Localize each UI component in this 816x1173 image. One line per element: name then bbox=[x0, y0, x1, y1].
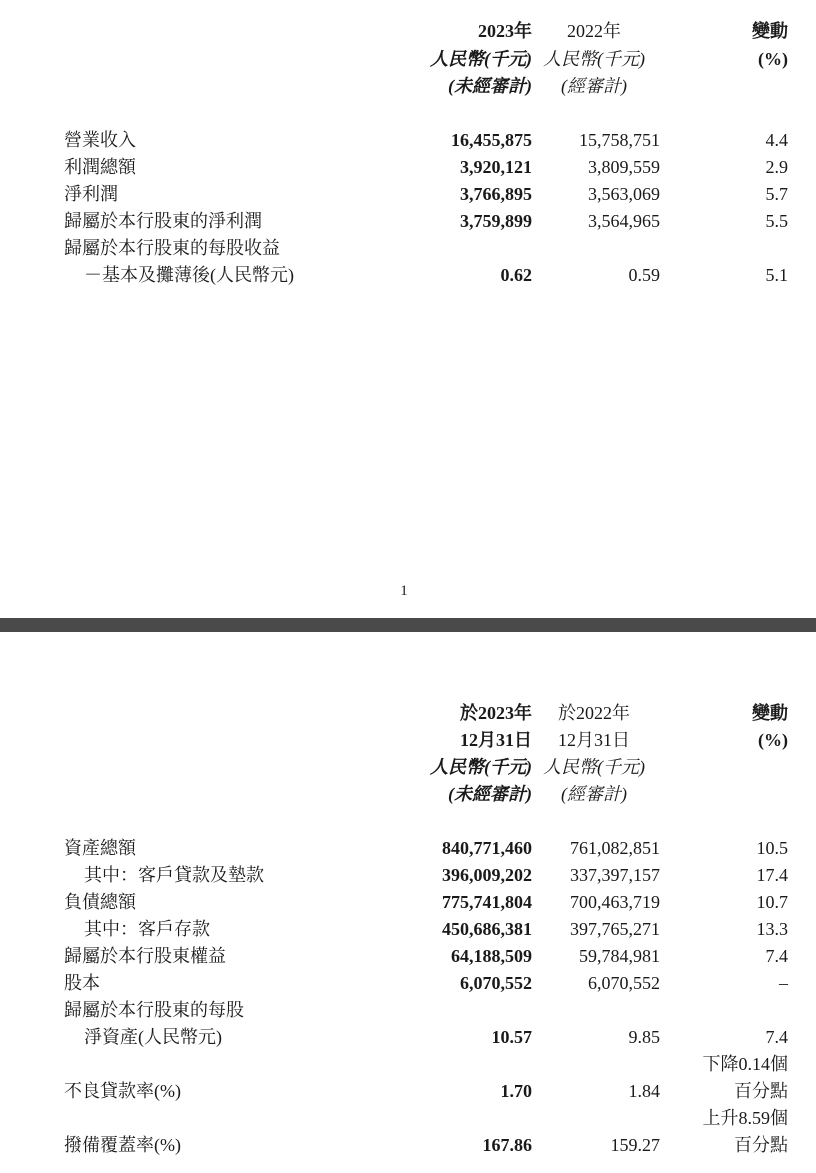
value-change-line2: 百分點 bbox=[734, 1135, 788, 1155]
value-2023: 3,759,899 bbox=[460, 211, 532, 231]
value-2022: 397,765,271 bbox=[570, 919, 660, 939]
row-label: 歸屬於本行股東的每股 bbox=[64, 1000, 244, 1020]
header-change-unit: (%) bbox=[758, 49, 788, 69]
value-2023: 6,070,552 bbox=[460, 973, 532, 993]
header-2023-year: 2023年 bbox=[478, 21, 532, 41]
header-change: 變動 bbox=[752, 21, 788, 41]
header-2023-date-year: 於2023年 bbox=[460, 703, 532, 723]
value-2023: 840,771,460 bbox=[442, 838, 532, 858]
value-2023: 450,686,381 bbox=[442, 919, 532, 939]
value-change-line1: 上升8.59個 bbox=[702, 1108, 788, 1128]
row-label: 淨資產(人民幣元) bbox=[84, 1027, 222, 1047]
value-2022: 59,784,981 bbox=[579, 946, 660, 966]
value-2023: 396,009,202 bbox=[442, 865, 532, 885]
row-label: 資產總額 bbox=[64, 838, 136, 858]
value-2022: 3,809,559 bbox=[588, 157, 660, 177]
row-label: 歸屬於本行股東的每股收益 bbox=[64, 238, 280, 258]
value-2022: 6,070,552 bbox=[588, 973, 660, 993]
page-number: 1 bbox=[400, 583, 408, 599]
value-2023: 775,741,804 bbox=[442, 892, 532, 912]
document-page-2 bbox=[0, 632, 816, 1173]
value-2022: 9.85 bbox=[628, 1027, 660, 1047]
page-separator bbox=[0, 618, 816, 632]
value-change-line2: 百分點 bbox=[734, 1081, 788, 1101]
value-2022: 0.59 bbox=[628, 265, 660, 285]
value-change: 4.4 bbox=[765, 130, 788, 150]
header-2022-currency: 人民幣(千元) bbox=[543, 757, 645, 777]
value-2022: 3,563,069 bbox=[588, 184, 660, 204]
row-label: 股本 bbox=[64, 973, 100, 993]
value-change: – bbox=[779, 973, 788, 993]
value-2023: 3,766,895 bbox=[460, 184, 532, 204]
value-2023: 1.70 bbox=[500, 1081, 532, 1101]
value-2022: 159.27 bbox=[610, 1135, 660, 1155]
row-label: 不良貸款率(%) bbox=[64, 1081, 181, 1101]
header-2023-unaudited: (未經審計) bbox=[448, 784, 532, 804]
header-2022-audited: (經審計) bbox=[561, 76, 627, 96]
row-label: 利潤總額 bbox=[64, 157, 136, 177]
value-change: 5.1 bbox=[765, 265, 788, 285]
value-2022: 15,758,751 bbox=[579, 130, 660, 150]
value-2022: 700,463,719 bbox=[570, 892, 660, 912]
value-2022: 337,397,157 bbox=[570, 865, 660, 885]
row-label: 歸屬於本行股東權益 bbox=[64, 946, 226, 966]
header-2023-unaudited: (未經審計) bbox=[448, 76, 532, 96]
value-change: 5.5 bbox=[765, 211, 788, 231]
value-change: 10.7 bbox=[756, 892, 788, 912]
header-2022-audited: (經審計) bbox=[561, 784, 627, 804]
row-label: 營業收入 bbox=[64, 130, 136, 150]
header-2022-date-year: 於2022年 bbox=[558, 703, 630, 723]
value-change: 2.9 bbox=[765, 157, 788, 177]
value-2023: 10.57 bbox=[491, 1027, 532, 1047]
value-2023: 3,920,121 bbox=[460, 157, 532, 177]
value-2023: 0.62 bbox=[500, 265, 532, 285]
header-2023-currency: 人民幣(千元) bbox=[430, 757, 532, 777]
value-2022: 1.84 bbox=[628, 1081, 660, 1101]
header-2022-year: 2022年 bbox=[567, 21, 621, 41]
header-change-unit: (%) bbox=[758, 730, 788, 750]
row-label: －基本及攤薄後(人民幣元) bbox=[84, 265, 294, 285]
row-label: 淨利潤 bbox=[64, 184, 118, 204]
row-label: 其中：客戶貸款及墊款 bbox=[84, 865, 264, 885]
value-change: 7.4 bbox=[765, 946, 788, 966]
value-change-line1: 下降0.14個 bbox=[702, 1054, 788, 1074]
value-change: 17.4 bbox=[756, 865, 788, 885]
header-2022-date-day: 12月31日 bbox=[558, 730, 630, 750]
value-change: 7.4 bbox=[765, 1027, 788, 1047]
value-change: 5.7 bbox=[765, 184, 788, 204]
value-2022: 761,082,851 bbox=[570, 838, 660, 858]
row-label: 負債總額 bbox=[64, 892, 136, 912]
value-2023: 64,188,509 bbox=[451, 946, 532, 966]
value-2022: 3,564,965 bbox=[588, 211, 660, 231]
value-2023: 167.86 bbox=[482, 1135, 532, 1155]
header-change: 變動 bbox=[752, 703, 788, 723]
row-label: 撥備覆蓋率(%) bbox=[64, 1135, 181, 1155]
row-label: 其中：客戶存款 bbox=[84, 919, 210, 939]
value-change: 10.5 bbox=[756, 838, 788, 858]
header-2022-currency: 人民幣(千元) bbox=[543, 49, 645, 69]
value-change: 13.3 bbox=[756, 919, 788, 939]
header-2023-date-day: 12月31日 bbox=[460, 730, 532, 750]
row-label: 歸屬於本行股東的淨利潤 bbox=[64, 211, 262, 231]
value-2023: 16,455,875 bbox=[451, 130, 532, 150]
header-2023-currency: 人民幣(千元) bbox=[430, 49, 532, 69]
